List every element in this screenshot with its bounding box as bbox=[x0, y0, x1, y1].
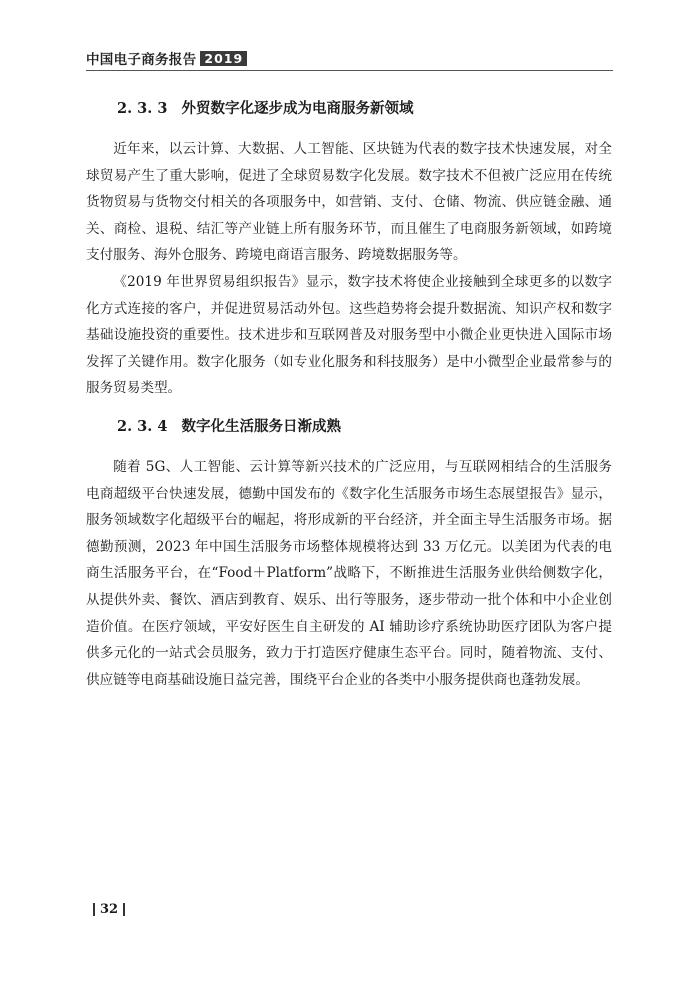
section-heading-2-3-3 bbox=[86, 96, 612, 122]
section-number: 2. 3. 4 bbox=[117, 417, 168, 435]
section-title: 外贸数字化逐步成为电商服务新领域 bbox=[181, 100, 414, 117]
paragraph: 随着 5G、人工智能、云计算等新兴技术的广泛应用，与互联网相结合的生活服务电商超级平台快速发展，德勤中国发布的《数字化生活服务市场生态展望报告》显示，服务领域数字化超级平台的崛起，将形成新的平台经济，并全面主导生活服务市场。据德勤预测，2023 年中国生活服务市场整体规模将达到 33 万亿元。以美团为代表的电商生活服务平台，在“Food＋Platform”战略下，不断推进生活服务业供给侧数字化，从提供外卖、餐饮、酒店到教育、娱乐、出行等服务，逐步带动一批个体和中小企业创造价值。在医疗领域，平安好医生自主研发的 AI 辅助诊疗系统协助医疗团队为客户提供多元化的一站式会员服务，致力于打造医疗健康生态平台。同时，随着物流、支付、供应链等电商基础设施日益完善，围绕平台企业的各类中小服务提供商也蓬勃发展。 bbox=[86, 458, 612, 688]
paragraph: 近年来，以云计算、大数据、人工智能、区块链为代表的数字技术快速发展，对全球贸易产生了重大影响，促进了全球贸易数字化发展。数字技术不但被广泛应用在传统货物贸易与货物交付相关的各项服务中，如营销、支付、仓储、物流、供应链金融、通关、商检、退税、结汇等产业链上所有服务环节，而且催生了电商服务新领域，如跨境支付服务、海外仓服务、跨境电商语言服务、跨境数据服务等。 bbox=[86, 141, 612, 264]
running-header bbox=[86, 48, 247, 68]
page-body bbox=[86, 96, 612, 693]
page-number: 32 bbox=[100, 902, 119, 917]
section-title: 数字化生活服务日渐成熟 bbox=[181, 417, 341, 435]
page-number-footer bbox=[88, 902, 130, 917]
page-number-bar-left bbox=[93, 903, 95, 916]
section-heading-2-3-4 bbox=[86, 414, 612, 440]
paragraph: 《2019 年世界贸易组织报告》显示，数字技术将使企业接触到全球更多的以数字化方式连接的客户，并促进贸易活动外包。这些趋势将会提升数据流、知识产权和数字基础设施投资的重要性。技术进步和互联网普及对服务型中小微企业更快进入国际市场发挥了关键作用。数字化服务（如专业化服务和科技服务）是中小微型企业最常参与的服务贸易类型。 bbox=[86, 273, 612, 397]
page-number-bar-right bbox=[123, 903, 125, 916]
report-title: 中国电子商务报告 bbox=[86, 52, 197, 68]
section-number: 2. 3. 3 bbox=[117, 100, 168, 117]
report-year-badge: 2019 bbox=[200, 51, 247, 66]
header-divider bbox=[86, 70, 613, 71]
